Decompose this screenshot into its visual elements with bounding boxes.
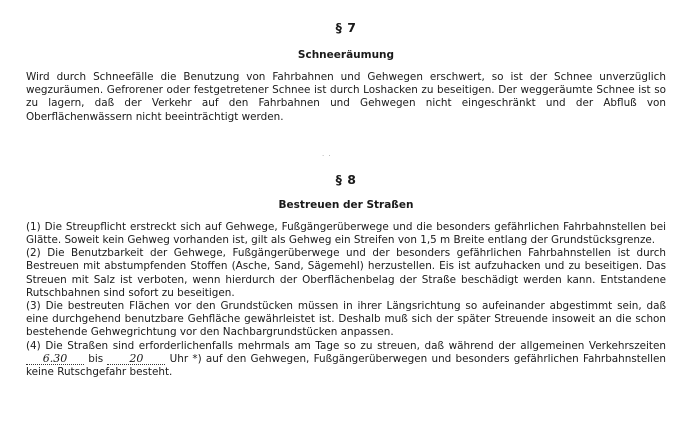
section-7-title: Schneeräumung <box>297 49 395 61</box>
section-8-paragraph-1: (1) Die Streupflicht erstreckt sich auf Gehwege, Fußgängerüberwege und die besonders gefährlichen Fahrbahnstellen bei Glätte. Soweit kein Gehweg vorhanden ist, gilt als Gehweg ein Streifen von 1,5 m Breite entlang der Grundstücksgrenze. <box>26 220 666 247</box>
section-8-paragraph-3: (3) Die bestreuten Flächen vor den Grundstücken müssen in ihrer Längsrichtung so aufeinander abgestimmt sein, daß eine durchgehend benutzbare Gehfläche gewährleistet ist. Deshalb muß sich der später Streuende insoweit an die schon bestehende Gehwegrichtung vor den Nachbargrundstücken anpassen. <box>26 300 666 339</box>
section-7-text: Wird durch Schneefälle die Benutzung von Fahrbahnen und Gehwegen erschwert, so ist der Schnee unverzüglich wegzuräumen. Gefrorener oder festgetretener Schnee ist durch Loshacken zu beseitigen. Der weggeräumte Schnee ist so zu lagern, daß der Verkehr auf den Fahrbahnen und Gehwegen nicht eingeschränkt und der Abfluß von Oberflächenwässern nicht beeinträchtigt werden. <box>26 71 666 123</box>
section-8-body <box>26 221 666 379</box>
from-time-field: 6.30 <box>26 353 84 365</box>
paragraph-4-text-before: (4) Die Straßen sind erforderlichenfalls mehrmals am Tage so zu streuen, daß während der allgemeinen Verkehrszeiten <box>26 339 666 352</box>
paragraph-4-text-between: bis <box>88 352 104 365</box>
section-7-body <box>26 71 666 124</box>
scan-speck: · · <box>322 152 332 160</box>
section-8-number: § 8 <box>335 171 357 187</box>
section-8-title: Bestreuen der Straßen <box>278 198 414 211</box>
to-time-field: 20 <box>107 353 165 365</box>
section-7-number: § 7 <box>335 20 357 35</box>
paragraph-4-text-after: Uhr *) auf den Gehwegen, Fußgängerüberwegen und besonders gefährlichen Fahrbahnstellen keine Rutschgefahr besteht. <box>26 352 666 379</box>
section-8-paragraph-4 <box>26 340 666 380</box>
section-8-paragraph-2: (2) Die Benutzbarkeit der Gehwege, Fußgängerüberwege und der besonders gefährlichen Fahrbahnstellen ist durch Bestreuen mit abstumpfenden Stoffen (Asche, Sand, Sägemehl) herzustellen. Eis ist aufzuhacken und zu beseitigen. Das Streuen mit Salz ist verboten, wenn hierdurch der Oberflächenbelag der Straße beschädigt werden kann. Entstandene Rutschbahnen sind sofort zu beseitigen. <box>26 247 666 299</box>
